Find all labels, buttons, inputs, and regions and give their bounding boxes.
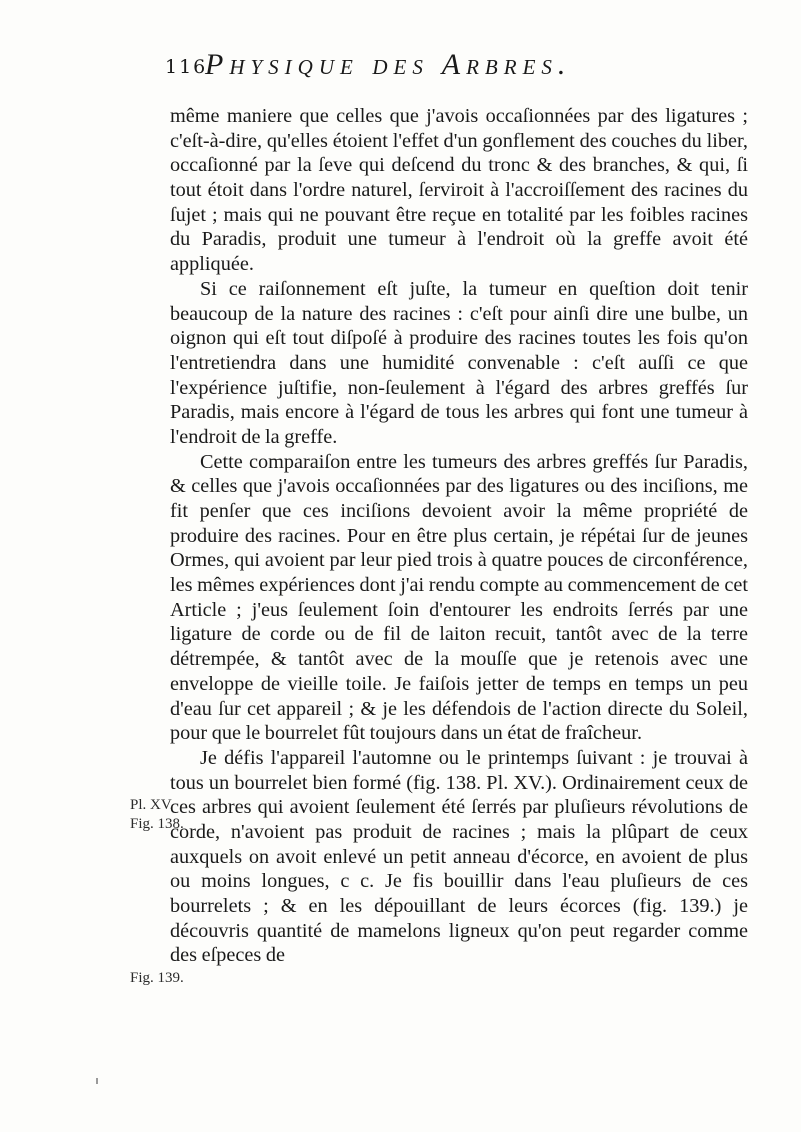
- page-number: 116: [165, 56, 208, 78]
- margin-note-fig-139: Fig. 139.: [130, 970, 184, 986]
- paragraph: Je défis l'appareil l'automne ou le printemps ſuivant : je trouvai à tous un bourrelet bien formé (fig. 138. Pl. XV.). Ordinairement ceux de ces arbres qui avoient ſeulement été ſerrés par pluſieurs révolutions de corde, n'avoient pas produit de racines ; mais la plûpart de ceux auxquels on avoit enlevé un petit anneau d'écorce, en avoient de plus ou moins longues, c c. Je fis bouillir dans l'eau pluſieurs de ces bourrelets ; & en les dépouillant de leurs écorces (fig. 139.) je découvris quantité de mamelons ligneux qu'on peut regarder comme des eſpeces de: [170, 746, 748, 967]
- margin-note-plate: Pl. XV.: [130, 797, 174, 813]
- running-head: [165, 48, 725, 88]
- paragraph: Cette comparaiſon entre les tumeurs des arbres greffés ſur Paradis, & celles que j'avois occaſionnées par des ligatures ou des inciſions, me fit penſer que ces inciſions devoient avoir la même propriété de produire des racines. Pour en être plus certain, je répétai ſur de jeunes Ormes, qui avoient par leur pied trois à quatre pouces de circonférence, les mêmes expériences dont j'ai rendu compte au commencement de cet Article ; j'eus ſeulement ſoin d'entourer les endroits ſerrés par une ligature de corde ou de fil de laiton recuit, tantôt avec de la terre détrempée, & tantôt avec de la mouſſe que je retenois avec une enveloppe de vieille toile. Je faiſois jetter de temps en temps un peu d'eau ſur cet appareil ; & je les défendois de l'action directe du Soleil, pour que le bourrelet fût toujours dans un état de fraîcheur.: [170, 450, 748, 745]
- paragraph: Si ce raiſonnement eſt juſte, la tumeur en queſtion doit tenir beaucoup de la nature des racines : c'eſt pour ainſi dire une bulbe, un oignon qui eſt tout diſpoſé à produire des racines toutes les fois qu'on l'entretiendra dans une humidité convenable : c'eſt auſſi ce que l'expérience juſtifie, non-ſeulement à l'égard des arbres greffés ſur Paradis, mais encore à l'égard de tous les arbres qui font une tumeur à l'endroit de la greffe.: [170, 277, 748, 448]
- paragraph: même maniere que celles que j'avois occaſionnées par des ligatures ; c'eſt-à-dire, qu'elles étoient l'effet d'un gonflement des couches du liber, occaſionné par la ſeve qui deſcend du tronc & des branches, & qui, ſi tout étoit dans l'ordre naturel, ſerviroit à l'accroiſſement des racines du ſujet ; mais qui ne pouvant être reçue en totalité par les foibles racines du Paradis, produit une tumeur à l'endroit où la greffe avoit été appliquée.: [170, 105, 748, 276]
- body-text: [170, 104, 748, 968]
- running-title: Physique des Arbres.: [205, 48, 572, 81]
- margin-note-fig-138: Fig. 138.: [130, 816, 184, 832]
- paper-speck: [96, 1078, 98, 1084]
